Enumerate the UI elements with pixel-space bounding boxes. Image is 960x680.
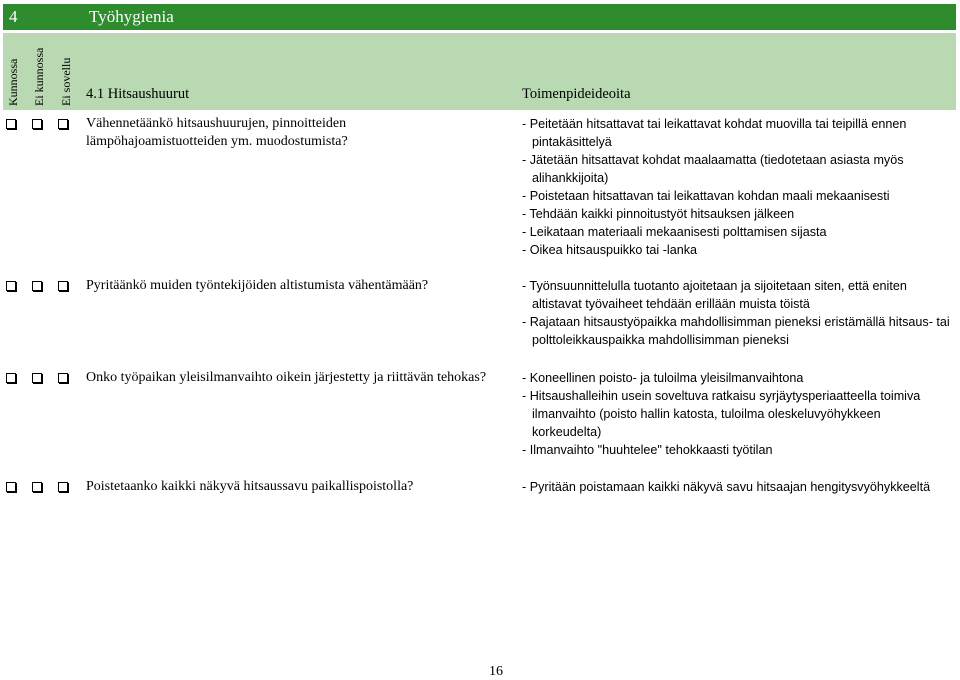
checkbox-not-applicable[interactable] — [58, 119, 68, 129]
section-number: 4 — [9, 7, 18, 26]
action-idea: - Hitsaushalleihin usein soveltuva ratkaisu syrjäytysperiaatteella toimiva ilmanvaihto (poisto hallin katosta, tuloilma oleskeluvyöhykkeen korkeudelta) — [522, 389, 921, 439]
action-ideas-list — [522, 115, 952, 259]
action-idea: - Peitetään hitsattavat tai leikattavat kohdat muovilla tai teipillä ennen pintakäsittelyä — [522, 117, 907, 149]
action-idea: - Koneellinen poisto- ja tuloilma yleisilmanvaihtona — [522, 371, 804, 385]
checkbox-ok[interactable] — [6, 119, 16, 129]
action-idea: - Työnsuunnittelulla tuotanto ajoitetaan ja sijoitetaan siten, että eniten altistavat työvaiheet tehdään erillään muista töistä — [522, 279, 907, 311]
action-idea: - Tehdään kaikki pinnoitustyöt hitsauksen jälkeen — [522, 207, 795, 221]
action-ideas-list — [522, 478, 952, 496]
subsection-title: 4.1 Hitsaushuurut — [86, 86, 190, 102]
action-idea: - Oikea hitsauspuikko tai -lanka — [522, 243, 697, 257]
checkbox-not-ok[interactable] — [32, 482, 42, 492]
checkbox-not-applicable[interactable] — [58, 482, 68, 492]
section-title-bar — [3, 4, 956, 30]
page-number: 16 — [489, 664, 503, 679]
action-idea: - Ilmanvaihto "huuhtelee" tehokkaasti työtilan — [522, 443, 773, 457]
action-idea: - Poistetaan hitsattavan tai leikattavan kohdan maali mekaanisesti — [522, 189, 890, 203]
question-text: Pyritäänkö muiden työntekijöiden altistumista vähentämään? — [86, 278, 429, 293]
checkbox-not-ok[interactable] — [32, 119, 42, 129]
question-text: Vähennetäänkö hitsaushuurujen, pinnoitteiden lämpöhajoamistuotteiden ym. muodostumista? — [86, 116, 348, 149]
column-label-not-ok: Ei kunnossa — [32, 47, 46, 106]
checkbox-not-ok[interactable] — [32, 373, 42, 383]
action-idea: - Pyritään poistamaan kaikki näkyvä savu hitsaajan hengitysvyöhykkeeltä — [522, 480, 931, 494]
column-label-not-applicable: Ei sovellu — [59, 57, 73, 106]
checkbox-ok[interactable] — [6, 373, 16, 383]
checkbox-not-applicable[interactable] — [58, 281, 68, 291]
action-idea: - Leikataan materiaali mekaanisesti polttamisen sijasta — [522, 225, 827, 239]
actions-heading: Toimenpideideoita — [522, 86, 631, 102]
checkbox-not-ok[interactable] — [32, 281, 42, 291]
question-text: Onko työpaikan yleisilmanvaihto oikein järjestetty ja riittävän tehokas? — [86, 370, 487, 385]
action-idea: - Jätetään hitsattavat kohdat maalaamatta (tiedotetaan asiasta myös alihankkijoita) — [522, 153, 904, 185]
checkbox-ok[interactable] — [6, 482, 16, 492]
action-ideas-list — [522, 369, 952, 459]
section-title: Työhygienia — [89, 7, 174, 26]
question-text: Poistetaanko kaikki näkyvä hitsaussavu paikallispoistolla? — [86, 479, 414, 494]
column-label-ok: Kunnossa — [6, 58, 20, 106]
checkbox-not-applicable[interactable] — [58, 373, 68, 383]
action-ideas-list — [522, 277, 952, 349]
checkbox-ok[interactable] — [6, 281, 16, 291]
action-idea: - Rajataan hitsaustyöpaikka mahdollisimman pieneksi eristämällä hitsaus- tai polttoleikkauspaikka mahdollisimman pieneksi — [522, 315, 950, 347]
